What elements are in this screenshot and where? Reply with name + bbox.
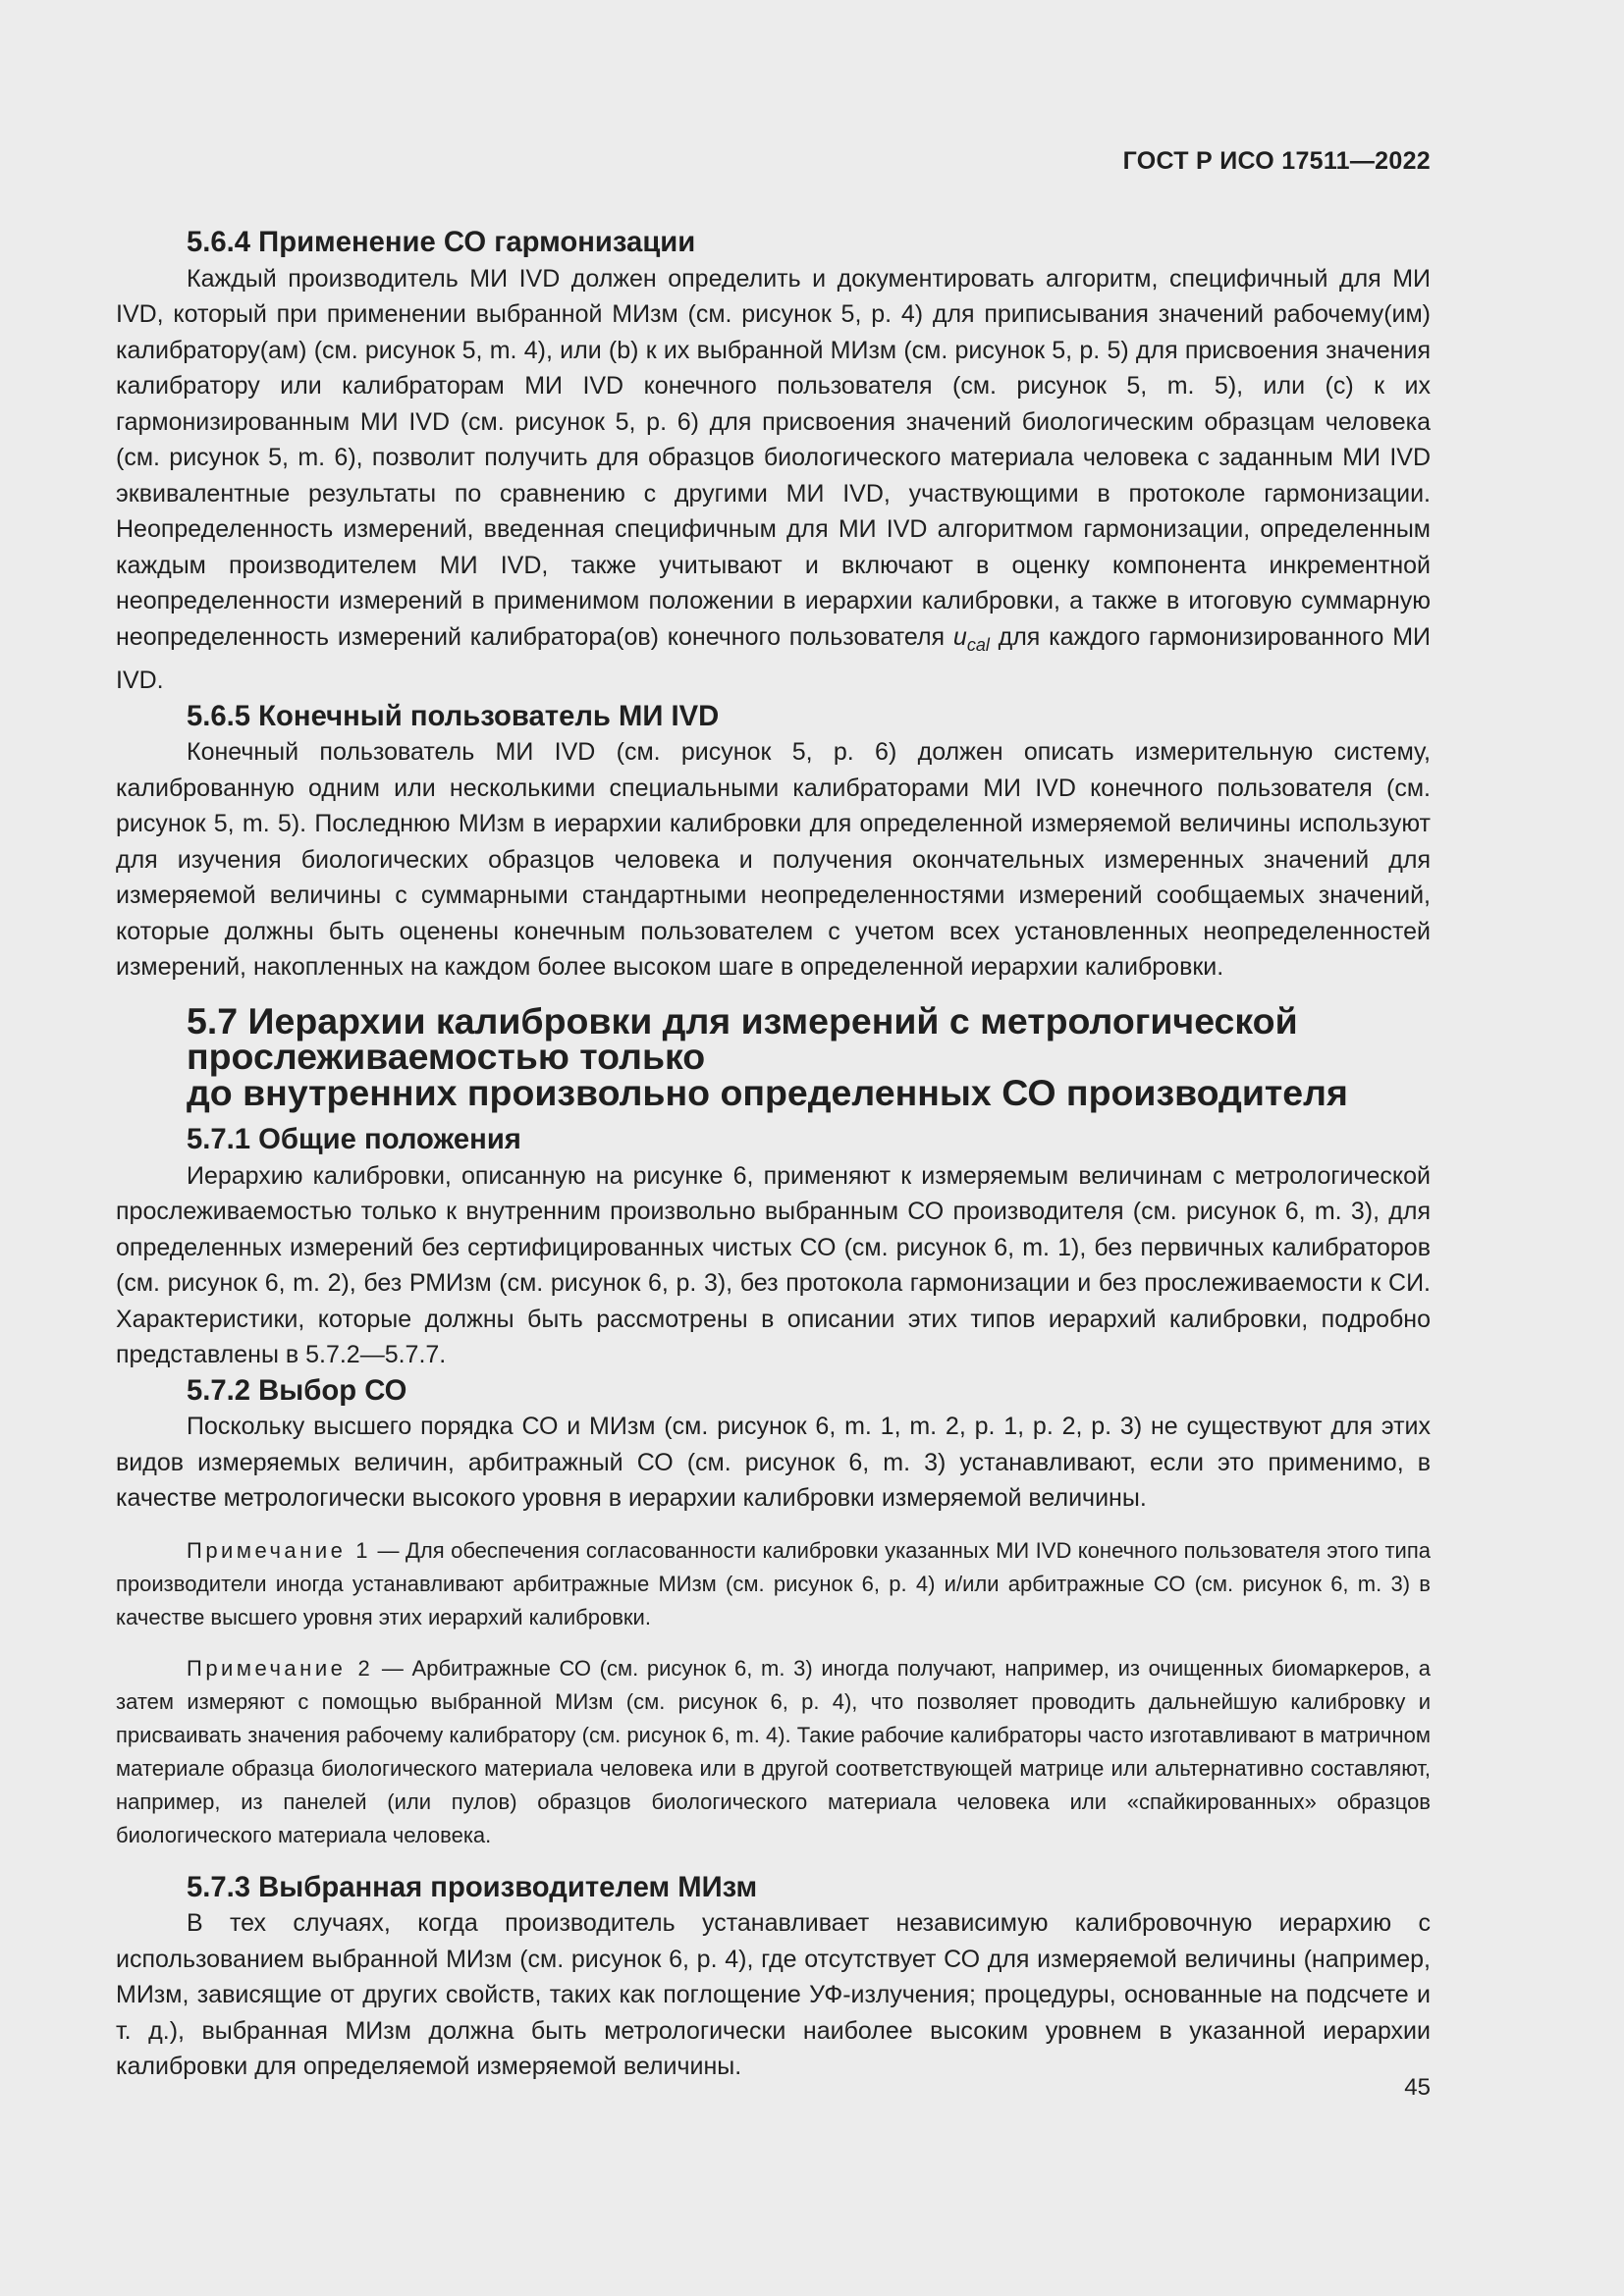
page-content (116, 225, 1431, 2085)
section-5-7-1-title: 5.7.1 Общие положения (187, 1124, 521, 1155)
section-5-7-3-title: 5.7.3 Выбранная производителем МИзм (187, 1871, 758, 1903)
section-5-6-5-title: 5.6.5 Конечный пользователь МИ IVD (187, 700, 720, 732)
section-5-7-title-line2: до внутренних произвольно определенных СО производителя (187, 1071, 1348, 1113)
standard-header: ГОСТ Р ИСО 17511—2022 (1122, 147, 1431, 175)
section-5-6-4-text-b: для каждого гармонизированного МИ IVD. (116, 622, 1431, 694)
section-5-6-5-paragraph: Конечный пользователь МИ IVD (см. рисунок 5, р. 6) должен описать измерительную систему, калиброванную одним или несколькими специальными калибраторами МИ IVD конечного пользователя (см. рисунок 5, m. 5). Последнюю МИзм в иерархии калибровки для определенной измеряемой величины используют для изучения биологических образцов человека и получения окончательных измеренных значений для измеряемой величины с суммарными стандартными неопределенностями измерений сообщаемых значений, которые должны быть оценены конечным пользователем с учетом всех установленных неопределенностей измерений, накопленных на каждом более высоком шаге в определенной иерархии калибровки. (116, 738, 1431, 981)
section-5-7-title-line1: 5.7 Иерархии калибровки для измерений с метрологической прослеживаемостью только (187, 999, 1298, 1077)
section-5-7-1-paragraph: Иерархию калибровки, описанную на рисунке 6, применяют к измеряемым величинам с метрологической прослеживаемостью только к внутренним произвольно выбранным СО производителя (см. рисунок 6, m. 3), для определенных измерений без сертифицированных чистых СО (см. рисунок 6, m. 1), без первичных калибраторов (см. рисунок 6, m. 2), без РМИзм (см. рисунок 6, р. 3), без протокола гармонизации и без прослеживаемости к СИ. Характеристики, которые должны быть рассмотрены в описании этих типов иерархий калибровки, подробно представлены в 5.7.2—5.7.7. (116, 1161, 1431, 1368)
section-5-7-title (116, 999, 1431, 1113)
section-5-7-2-paragraph: Поскольку высшего порядка СО и МИзм (см. рисунок 6, m. 1, m. 2, р. 1, р. 2, р. 3) не существуют для этих видов измеряемых величин, арбитражный СО (см. рисунок 6, m. 3) устанавливают, если это применимо, в качестве метрологически высокого уровня в иерархии калибровки измеряемой величины. (116, 1413, 1431, 1512)
section-5-7-3-paragraph: В тех случаях, когда производитель устанавливает независимую калибровочную иерархию с использованием выбранной МИзм (см. рисунок 6, р. 4), где отсутствует СО для измеряемой величины (например, МИзм, зависящие от других свойств, таких как поглощение УФ-излучения; процедуры, основанные на подсчете и т. д.), выбранная МИзм должна быть метрологически наиболее высоким уровнем в указанной иерархии калибровки для определяемой измеряемой величины. (116, 1909, 1431, 2080)
section-5-7-2-title: 5.7.2 Выбор СО (187, 1374, 407, 1407)
note-2-label: Примечание 2 (187, 1655, 374, 1681)
note-1 (116, 1534, 1431, 1634)
section-5-6-4-text-a: Каждый производитель МИ IVD должен определить и документировать алгоритм, специфичный для МИ IVD, который при применении выбранной МИзм (см. рисунок 5, р. 4) для приписывания значений рабочему(им) калибратору(ам) (см. рисунок 5, m. 4), или (b) к их выбранной МИзм (см. рисунок 5, р. 5) для присвоения значения калибратору или калибраторам МИ IVD конечного пользователя (см. рисунок 5, m. 5), или (c) к их гармонизированным МИ IVD (см. рисунок 5, р. 6) для присвоения значений биологическим образцам человека (см. рисунок 5, m. 6), позволит получить для образцов биологического материала человека с заданным МИ IVD эквивалентные результаты по сравнению с другими МИ IVD, участвующими в протоколе гармонизации. Неопределенность измерений, введенная специфичным для МИ IVD алгоритмом гармонизации, определенным каждым производителем МИ IVD, также учитывают и включают в оценку компонента инкрементной неопределенности измерений в применимом положении в иерархии калибровки, а также в итоговую суммарную неопределенность измерений калибратора(ов) конечного пользователя (116, 264, 1431, 651)
note-1-text: — Для обеспечения согласованности калибровки указанных МИ IVD конечного пользователя этого типа производители иногда устанавливают арбитражные МИзм (см. рисунок 6, р. 4) и/или арбитражные СО (см. рисунок 6, m. 3) в качестве высшего уровня этих иерархий калибровки. (116, 1537, 1431, 1629)
page-number: 45 (1404, 2074, 1431, 2101)
section-5-6-4-title: 5.6.4 Применение СО гармонизации (187, 227, 696, 258)
u-cal-symbol: $u_{cal}$ (952, 622, 990, 655)
note-2-text: — Арбитражные СО (см. рисунок 6, m. 3) иногда получают, например, из очищенных биомаркеров, а затем измеряют с помощью выбранной МИзм (см. рисунок 6, р. 4), что позволяет проводить дальнейшую калибровку и присваивать значения рабочему калибратору (см. рисунок 6, m. 4). Такие рабочие калибраторы часто изготавливают в матричном материале образца биологического материала человека или в другой соответствующей матрице или альтернативно составляют, например, из панелей (или пулов) образцов биологического материала человека или «спайкированных» образцов биологического материала человека. (116, 1655, 1431, 1847)
section-5-6-4-paragraph (116, 261, 1431, 699)
note-1-label: Примечание 1 (187, 1537, 372, 1563)
note-2 (116, 1652, 1431, 1852)
